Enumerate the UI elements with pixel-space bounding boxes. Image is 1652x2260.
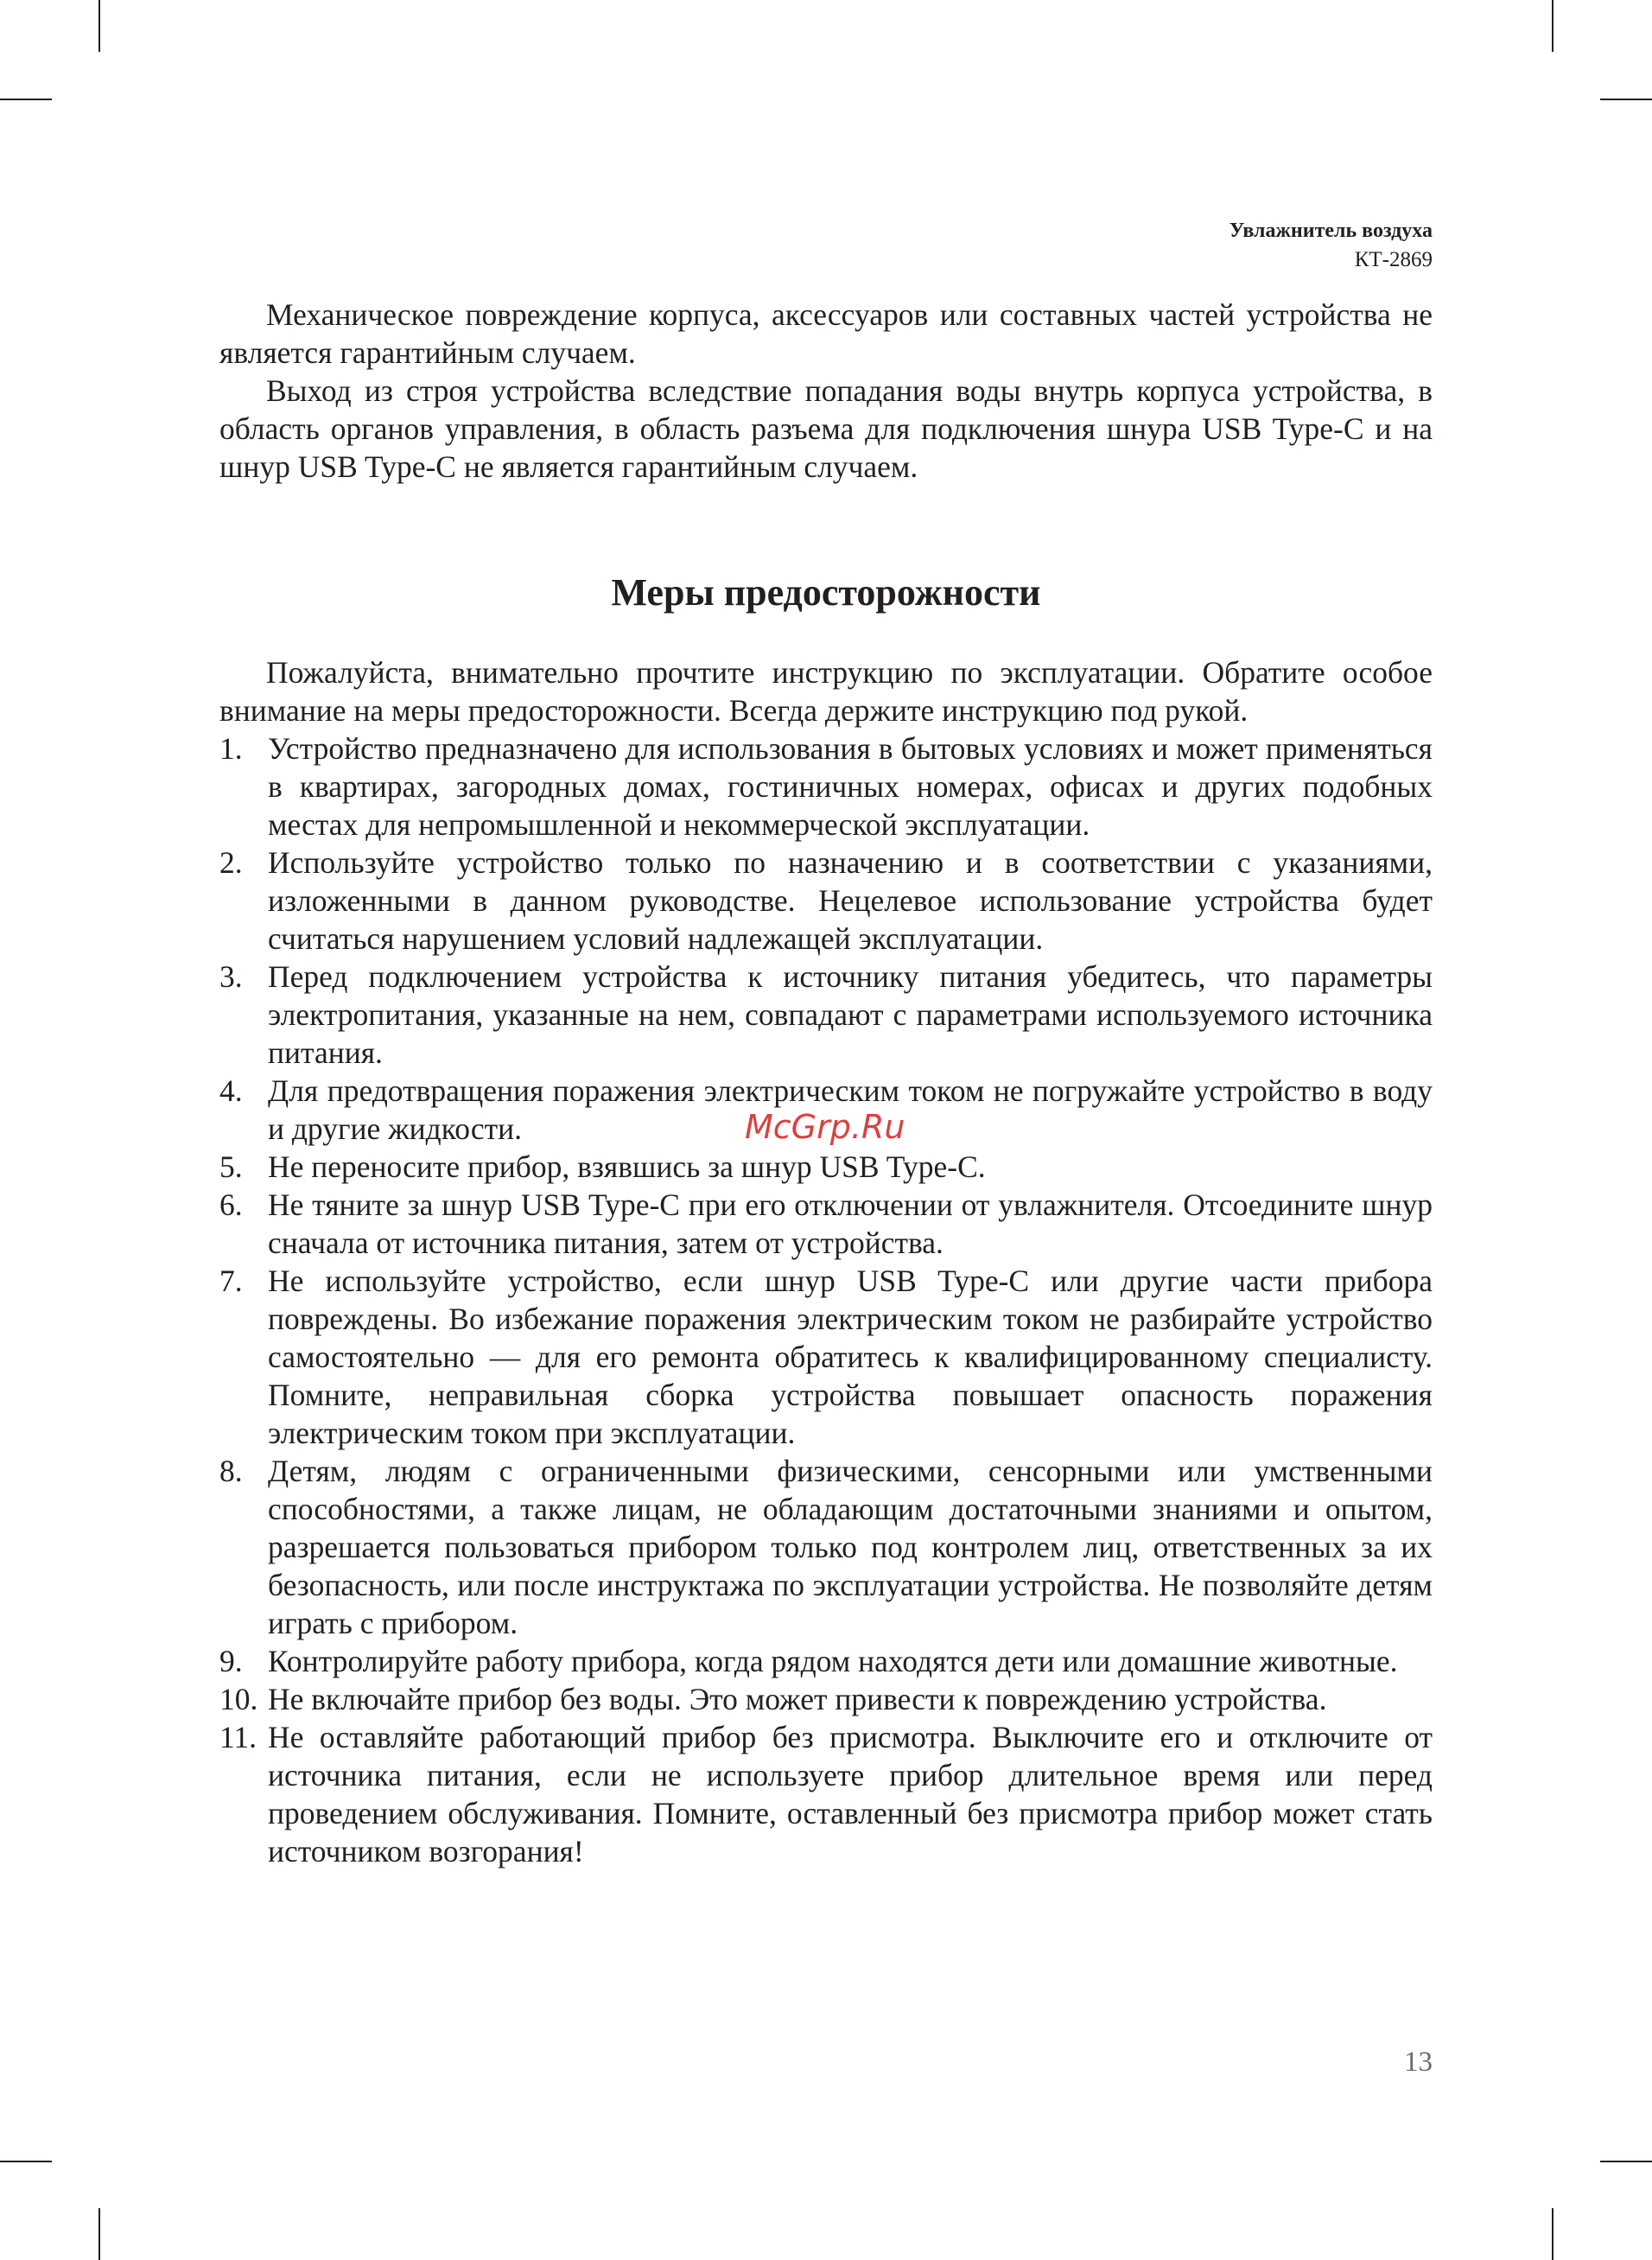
list-item [219,1680,1433,1718]
list-item-number: 11. [219,1720,257,1754]
precautions-list [219,729,1433,1870]
crop-mark-bottom-right-horizontal [1600,2161,1652,2162]
header-title: Увлажнитель воздуха [1229,220,1433,242]
list-item-text: Не переносите прибор, взявшись за шнур USB Type-C. [268,1149,986,1184]
list-item-number: 6. [219,1187,243,1222]
list-item-text: Перед подключением устройства к источнику питания убедитесь, что параметры электропитания, указанные на нем, совпадают с параметрами используемого источника питания. [268,959,1433,1070]
list-item-number: 1. [219,731,243,766]
list-item [219,1148,1433,1186]
list-item-text: Устройство предназначено для использования в бытовых условиях и может применяться в квартирах, загородных домах, гостиничных номерах, офисах и других подобных местах для непромышленной и некоммерческой эксплуатации. [268,731,1433,842]
list-item [219,1262,1433,1452]
list-item [219,958,1433,1072]
crop-mark-bottom-right-vertical [1552,2208,1554,2260]
list-item [219,1642,1433,1680]
intro-paragraph-2: Выход из строя устройства вследствие попадания воды внутрь корпуса устройства, в область органов управления, в область разъема для подключения шнура USB Type-C и на шнур USB Type-C не является гарантийным случаем. [219,373,1433,484]
intro-paragraph-1: Механическое повреждение корпуса, аксессуаров или составных частей устройства не является гарантийным случаем. [219,297,1433,370]
list-item-number: 7. [219,1264,243,1298]
running-header [1229,216,1433,275]
list-item-text: Не используйте устройство, если шнур USB Type-C или другие части прибора повреждены. Во избежание поражения электрическим током не разбирайте устройство самостоятельно — для его ремонта обратитесь к квалифицированному специалисту. Помните, неправильная сборка устройства повышает опасность поражения электрическим током при эксплуатации. [268,1264,1433,1450]
list-item-number: 9. [219,1644,243,1678]
list-item-number: 5. [219,1149,243,1184]
list-item [219,729,1433,844]
list-item-text: Не оставляйте работающий прибор без присмотра. Выключите его и отключите от источника питания, если не используете прибор длительное время или перед проведением обслуживания. Помните, оставленный без присмотра прибор может стать источником возгорания! [268,1720,1433,1868]
list-item-number: 8. [219,1454,243,1488]
crop-mark-bottom-left-horizontal [0,2161,52,2162]
crop-mark-top-left-vertical [98,0,100,52]
list-item-text: Для предотвращения поражения электрическим током не погружайте устройство в воду и другие жидкости. [268,1073,1433,1146]
list-item-number: 3. [219,959,243,994]
crop-mark-top-right-vertical [1552,0,1554,52]
list-item-number: 10. [219,1682,258,1716]
watermark: McGrp.Ru [745,1108,905,1146]
list-item-text: Контролируйте работу прибора, когда рядом находятся дети или домашние животные. [268,1644,1398,1678]
list-item-text: Не тяните за шнур USB Type-C при его отключении от увлажнителя. Отсоедините шнур сначала от источника питания, затем от устройства. [268,1187,1433,1260]
list-item-number: 4. [219,1073,243,1108]
list-item-text: Не включайте прибор без воды. Это может привести к повреждению устройства. [268,1682,1327,1716]
page-number: 13 [1404,2047,1433,2078]
spacer [219,615,1433,653]
list-item [219,1186,1433,1262]
section-heading: Меры предосторожности [611,571,1041,614]
crop-mark-top-left-horizontal [0,99,52,100]
list-item [219,844,1433,958]
list-item [219,1452,1433,1642]
section-intro: Пожалуйста, внимательно прочтите инструкцию по эксплуатации. Обратите особое внимание на меры предосторожности. Всегда держите инструкцию под рукой. [219,655,1433,728]
crop-mark-top-right-horizontal [1600,99,1652,100]
header-model: КТ-2869 [1354,248,1433,271]
list-item-number: 2. [219,845,243,880]
page-content [219,296,1433,1870]
spacer [219,486,1433,570]
crop-mark-bottom-left-vertical [98,2208,100,2260]
list-item [219,1718,1433,1870]
list-item-text: Детям, людям с ограниченными физическими, сенсорными или умственными способностями, а также лицам, не обладающим достаточными знаниями и опытом, разрешается пользоваться прибором только под контролем лиц, ответственных за их безопасность, или после инструктажа по эксплуатации устройства. Не позволяйте детям играть с прибором. [268,1454,1433,1640]
list-item-text: Используйте устройство только по назначению и в соответствии с указаниями, изложенными в данном руководстве. Нецелевое использование устройства будет считаться нарушением условий надлежащей эксплуатации. [268,845,1433,956]
